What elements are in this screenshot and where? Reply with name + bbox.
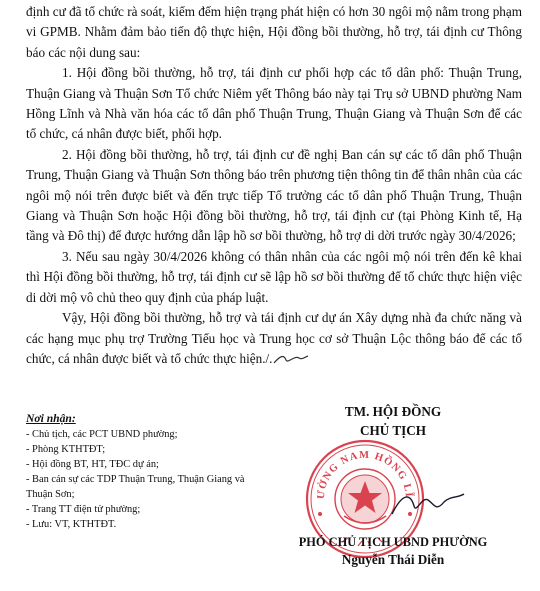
paragraph-conclusion [26, 308, 522, 369]
paragraph-intro: định cư đã tổ chức rà soát, kiểm đếm hiện trạng phát hiện có hơn 30 ngôi mộ nằm trong phạm vi GPMB. Nhằm đảm bảo tiến độ thực hiện, Hội đồng bồi thường, hỗ trợ, tái định cư Thông báo các nội dung sau: [26, 4, 522, 60]
recipients-list [26, 427, 272, 532]
paragraph-item-3: 3. Nếu sau ngày 30/4/2026 không có thân nhân của các ngôi mộ nói trên đến kê khai thì Hội đồng bồi thường, hỗ trợ, tái định cư sẽ lập hồ sơ bồi thường để tổ chức thực hiện việc di dời mộ vô chủ theo quy định của pháp luật. [26, 248, 522, 305]
handwritten-signature [388, 484, 468, 524]
initial-mark-icon [272, 352, 310, 366]
recipients-block [26, 411, 272, 532]
recipient-item: - Trang TT điện tử phường; [26, 504, 141, 515]
signer-title: PHÓ CHỦ TỊCH UBND PHƯỜNG [298, 535, 488, 549]
seal-text: ƯỜNG NAM HỒNG LĨ [315, 449, 415, 500]
signature-block [268, 402, 518, 567]
recipient-item: - Chủ tịch, các PCT UBND phường; [26, 429, 178, 440]
signer-name: Nguyễn Thái Diễn [341, 552, 445, 567]
notice-body [26, 2, 522, 369]
recipient-item: - Ban cán sự các TDP Thuận Trung, Thuận Giang và Thuận Sơn; [26, 474, 245, 500]
signature-org: TM. HỘI ĐỒNG [344, 404, 442, 419]
recipient-item: - Hội đồng BT, HT, TĐC dự án; [26, 459, 159, 470]
signature-role: CHỦ TỊCH [359, 423, 427, 438]
paragraph-item-2: 2. Hội đồng bồi thường, hỗ trợ, tái định cư đề nghị Ban cán sự các tổ dân phố Thuận Trung, Thuận Giang và Thuận Sơn thông báo trên phương tiện thông tin để thân nhân của các ngôi mộ nói trên được biết và đến trực tiếp Tổ trưởng các tổ dân phố Thuận Trung, Thuận Giang và Thuận Sơn hoặc Hội đồng bồi thường, hỗ trợ, tái định cư (tại Phòng Kinh tế, Hạ tầng và Đô thị) để được hướng dẫn lập hồ sơ bồi thường, hỗ trợ di dời trước ngày 30/4/2026; [26, 146, 522, 244]
recipient-item: - Phòng KTHTĐT; [26, 444, 106, 455]
recipient-item: - Lưu: VT, KTHTĐT. [26, 519, 117, 530]
recipients-heading: Nơi nhận: [26, 412, 76, 425]
paragraph-item-1: 1. Hội đồng bồi thường, hỗ trợ, tái định cư phối hợp các tổ dân phố: Thuận Trung, Thuận Giang và Thuận Sơn Tổ chức Niêm yết Thông báo này tại Trụ sở UBND phường Nam Hồng Lĩnh và Nhà văn hóa các tổ dân phố Thuận Trung, Thuận Giang và Thuận Sơn để các tổ chức, cá nhân được biết, phối hợp. [26, 65, 522, 142]
paragraph-conclusion-text: Vậy, Hội đồng bồi thường, hỗ trợ và tái định cư dự án Xây dựng nhà đa chức năng và các hạng mục phụ trợ Trường Tiểu học và Trung học cơ sở Thuận Lộc thông báo để các tổ chức, cá nhân được biết và tổ chức thực hiện./. [26, 310, 522, 366]
